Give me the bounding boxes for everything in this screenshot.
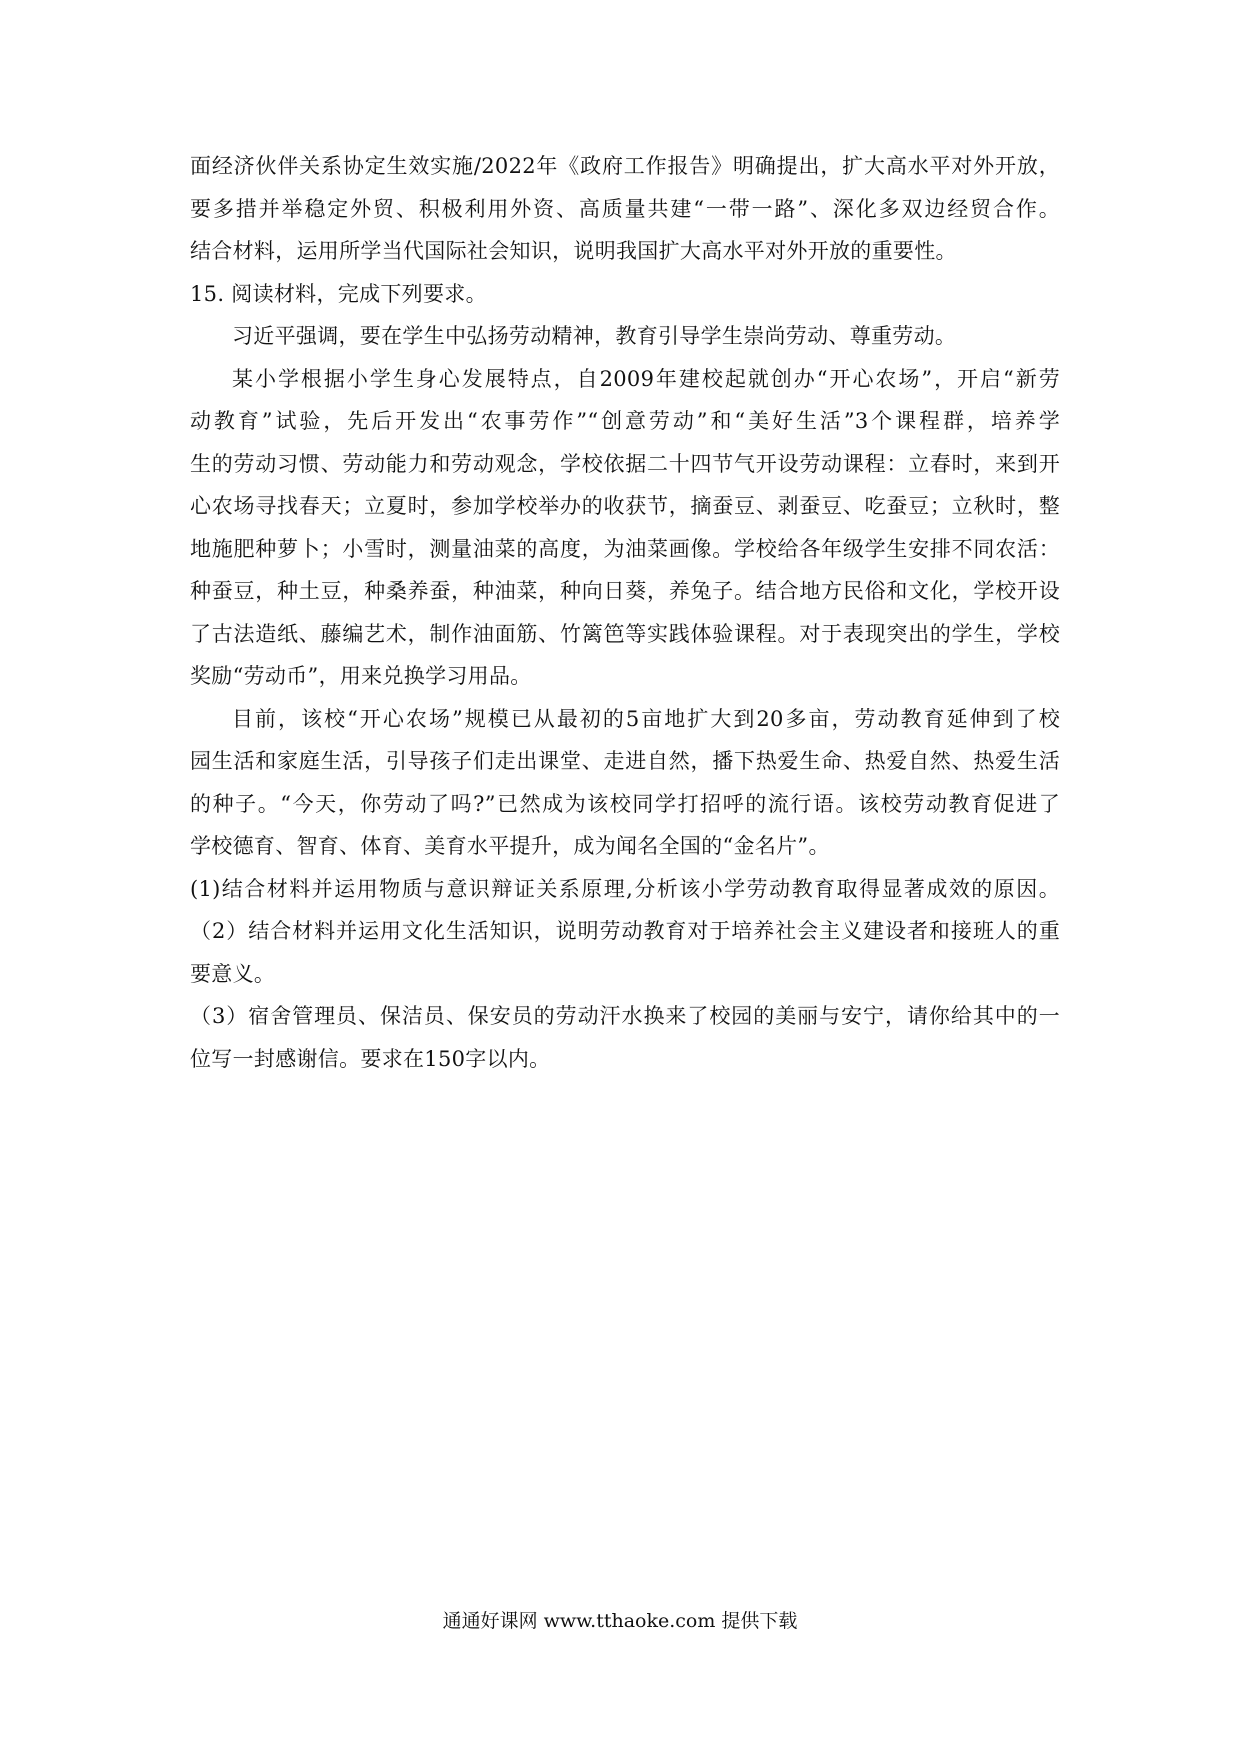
text-line: 奖励“劳动币”，用来兑换学习用品。	[190, 664, 532, 688]
text-line: 面经济伙伴关系协定生效实施/2022年《政府工作报告》明确提出，扩大高水平对外开放，	[190, 154, 1060, 178]
page-footer: 通通好课网 www.tthaoke.com 提供下载	[442, 1610, 798, 1632]
text-line: 某小学根据小学生身心发展特点，自2009年建校起就创办“开心农场”，开启“新劳	[232, 366, 1060, 391]
text-line: 位写一封感谢信。要求在150字以内。	[190, 1046, 551, 1071]
text-line: 生的劳动习惯、劳动能力和劳动观念，学校依据二十四节气开设劳动课程：立春时，来到开	[190, 451, 1060, 476]
text-line: 动教育”试验，先后开发出“农事劳作”“创意劳动”和“美好生活”3个课程群，培养学	[190, 409, 1060, 433]
text-line: 园生活和家庭生活，引导孩子们走出课堂、走进自然，播下热爱生命、热爱自然、热爱生活	[190, 749, 1060, 773]
question-heading: 15. 阅读材料，完成下列要求。	[190, 281, 487, 306]
text-line: 要意义。	[190, 961, 276, 986]
text-line: （2）结合材料并运用文化生活知识，说明劳动教育对于培养社会主义建设者和接班人的重	[190, 919, 1060, 943]
text-line: 心农场寻找春天；立夏时，参加学校举办的收获节，摘蚕豆、剥蚕豆、吃蚕豆；立秋时，整	[190, 494, 1060, 518]
text-line: 结合材料，运用所学当代国际社会知识，说明我国扩大高水平对外开放的重要性。	[190, 239, 957, 263]
text-line: 的种子。“今天，你劳动了吗?”已然成为该校同学打招呼的流行语。该校劳动教育促进了	[190, 791, 1060, 816]
sub-question-2	[190, 910, 1060, 995]
document-body	[190, 145, 1060, 1080]
sub-question-3	[190, 995, 1060, 1080]
question-15	[190, 273, 1060, 1081]
text-line: 种蚕豆，种土豆，种桑养蚕，种油菜，种向日葵，养兔子。结合地方民俗和文化，学校开设	[190, 579, 1060, 603]
text-line: 地施肥种萝卜；小雪时，测量油菜的高度，为油菜画像。学校给各年级学生安排不同农活：	[190, 536, 1060, 561]
material-paragraph-3	[190, 698, 1060, 868]
material-paragraph-1: 习近平强调，要在学生中弘扬劳动精神，教育引导学生崇尚劳动、尊重劳动。	[232, 324, 957, 348]
text-line: 目前，该校“开心农场”规模已从最初的5亩地扩大到20多亩，劳动教育延伸到了校	[232, 706, 1060, 731]
text-line: 了古法造纸、藤编艺术，制作油面筋、竹篱笆等实践体验课程。对于表现突出的学生，学校	[190, 621, 1060, 646]
continuation-paragraph	[190, 145, 1060, 273]
text-line: 要多措并举稳定外贸、积极利用外资、高质量共建“一带一路”、深化多双边经贸合作。	[190, 196, 1060, 221]
text-line: （3）宿舍管理员、保洁员、保安员的劳动汗水换来了校园的美丽与安宁，请你给其中的一	[190, 1004, 1060, 1028]
material-paragraph-2	[190, 358, 1060, 698]
text-line: 学校德育、智育、体育、美育水平提升，成为闻名全国的“金名片”。	[190, 834, 830, 858]
sub-question-1: (1)结合材料并运用物质与意识辩证关系原理,分析该小学劳动教育取得显著成效的原因。	[190, 876, 1060, 901]
